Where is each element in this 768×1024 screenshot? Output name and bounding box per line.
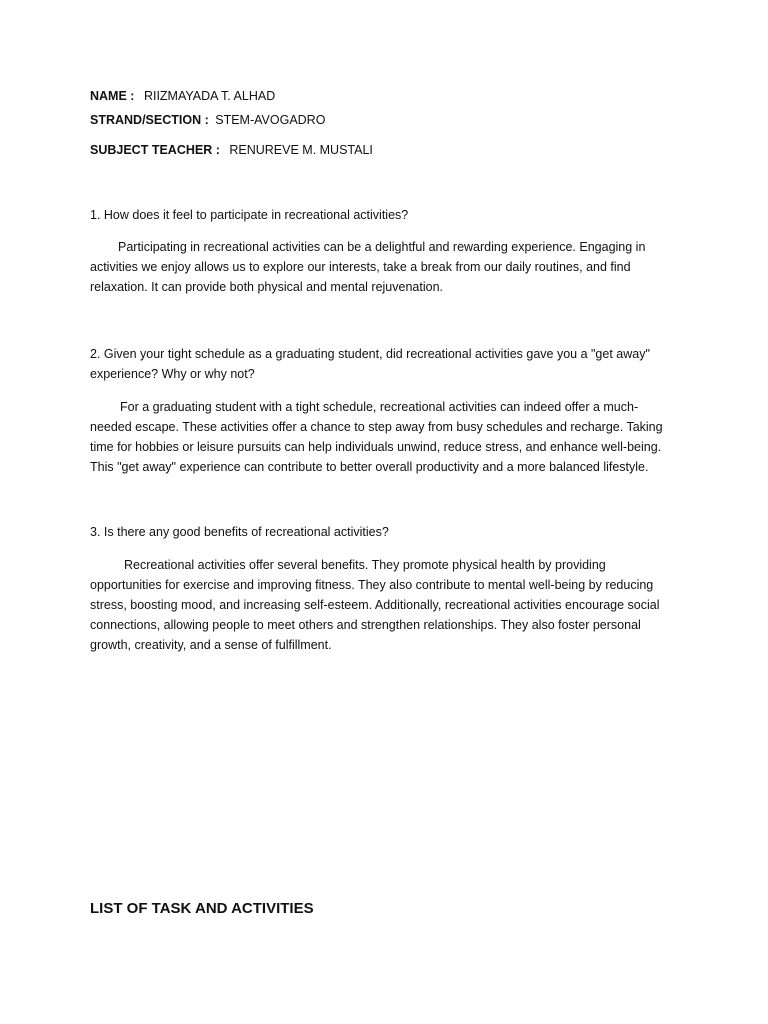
answer-1: Participating in recreational activities can be a delightful and rewarding experience. Engaging in activities we enjoy allows us to explore our interests, take a break from our daily routines, and find relaxation. It can provide both physical and mental rejuvenation. bbox=[90, 240, 646, 294]
strand-label: STRAND/SECTION : bbox=[90, 113, 209, 127]
strand-line bbox=[90, 112, 325, 128]
name-label: NAME : bbox=[90, 89, 135, 103]
teacher-line bbox=[90, 142, 373, 158]
name-line bbox=[90, 88, 275, 104]
question-2: 2. Given your tight schedule as a graduating student, did recreational activities gave you a "get away" experience? Why or why not? bbox=[90, 347, 650, 381]
teacher-label: SUBJECT TEACHER : bbox=[90, 143, 220, 157]
answer-2: For a graduating student with a tight schedule, recreational activities can indeed offer a much-needed escape. These activities offer a chance to step away from busy schedules and recharge. Taking time for hobbies or leisure pursuits can help individuals unwind, reduce stress, and enhance well-being. This "get away" experience can contribute to better overall productivity and a more balanced lifestyle. bbox=[90, 400, 663, 474]
question-3: 3. Is there any good benefits of recreational activities? bbox=[90, 525, 389, 539]
list-title: LIST OF TASK AND ACTIVITIES bbox=[90, 900, 314, 917]
teacher-value: RENUREVE M. MUSTALI bbox=[229, 143, 373, 157]
question-1: 1. How does it feel to participate in recreational activities? bbox=[90, 208, 409, 222]
name-value: RIIZMAYADA T. ALHAD bbox=[143, 89, 276, 103]
strand-value: STEM-AVOGADRO bbox=[215, 113, 326, 127]
answer-3: Recreational activities offer several benefits. They promote physical health by providing opportunities for exercise and improving fitness. They also contribute to mental well-being by reducing stress, boosting mood, and increasing self-esteem. Additionally, recreational activities encourage social connections, allowing people to meet others and strengthen relationships. They also foster personal growth, creativity, and a sense of fulfillment. bbox=[90, 558, 660, 652]
